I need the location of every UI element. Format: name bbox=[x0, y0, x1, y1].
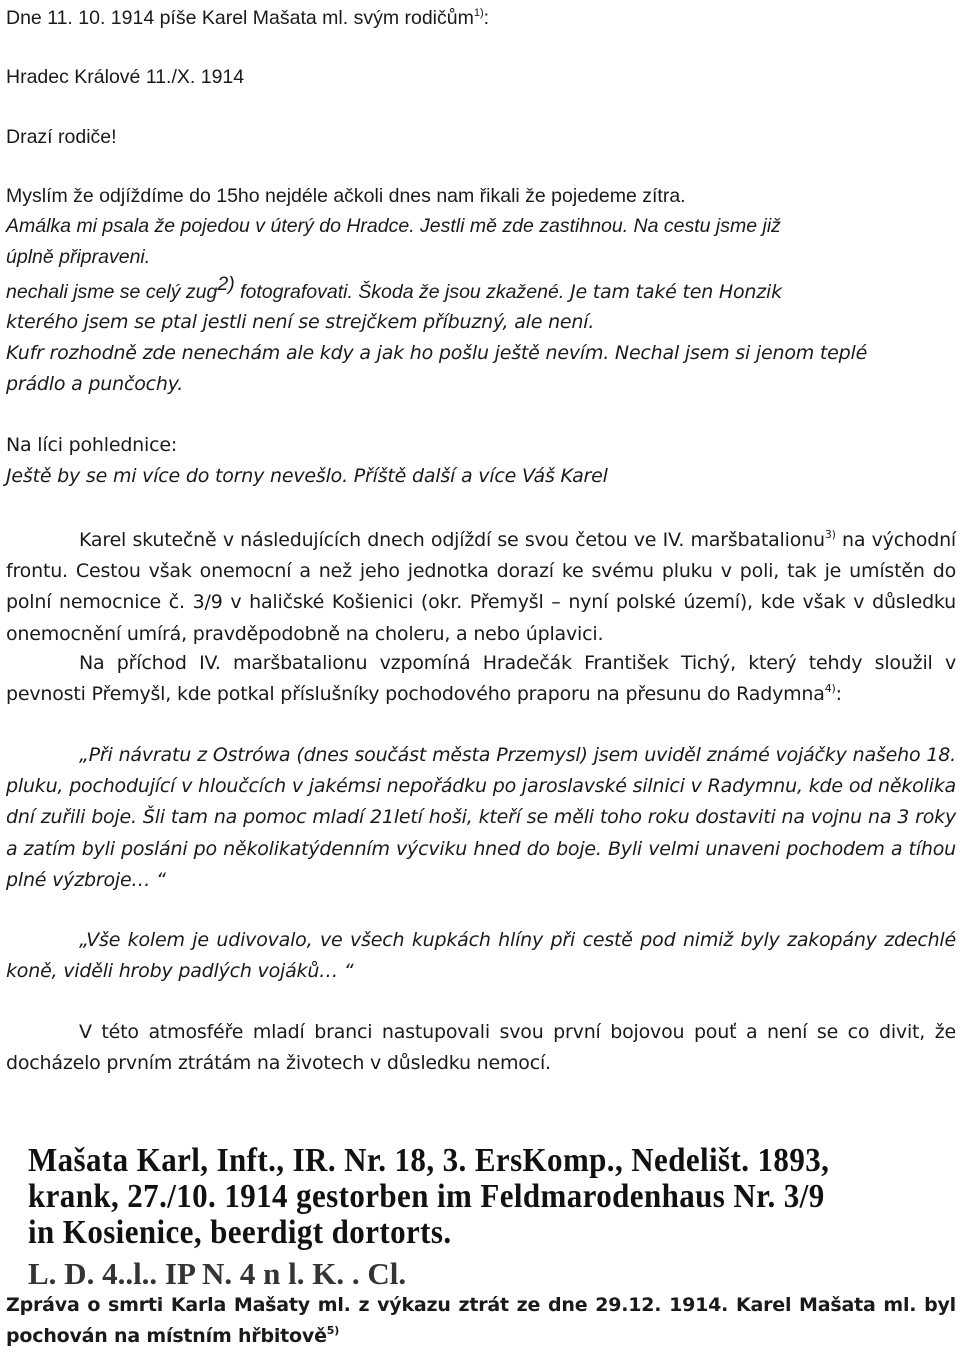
footnote-ref: 2) bbox=[217, 273, 235, 295]
postcard-front-text bbox=[6, 464, 608, 488]
clipping-caption bbox=[6, 1290, 956, 1352]
paragraph-text: V této atmosféře mladí branci nastupovali svou první bojovou pouť a není se co divit, že docházelo prvním ztrátám na životech v důsledku nemocí. bbox=[6, 1021, 956, 1075]
letter-place-date: Hradec Králové 11./X. 1914 bbox=[6, 66, 245, 88]
clipping-cut-line: L. D. 4..l.. IP N. 4 n l. K. . Cl. bbox=[28, 1256, 407, 1291]
intro-colon: : bbox=[483, 7, 490, 29]
letter-text: Je tam také ten Honzik bbox=[564, 281, 782, 303]
letter-line: Amálka mi psala že pojedou v úterý do Hradce. Jestli mě zde zastihnou. Na cestu jsme již bbox=[6, 215, 781, 237]
quote-text: „Vše kolem je udivovalo, ve všech kupkách hlíny při cestě pod nimiž byly zakopány zdechlé koně, viděli hroby padlých vojáků… “ bbox=[6, 929, 956, 983]
letter-line: prádlo a punčochy. bbox=[6, 373, 184, 395]
letter-line: úplně připraveni. bbox=[6, 246, 151, 268]
quote-paragraph bbox=[6, 740, 956, 896]
footnote-ref: 1) bbox=[473, 7, 484, 19]
paragraph-text: Karel skutečně v následujících dnech odjíždí se svou četou ve IV. maršbatalionu bbox=[79, 529, 825, 551]
caption-text: Zpráva o smrti Karla Mašaty ml. z výkazu ztrát ze dne 29.12. 1914. Karel Mašata ml. byl pochován na místním hřbitově bbox=[6, 1294, 956, 1347]
letter-line: Myslím že odjíždíme do 15ho nejdéle ačkoli dnes nam řikali že pojedeme zítra. bbox=[6, 185, 686, 207]
letter-signature: Příště další a více Váš Karel bbox=[347, 465, 608, 487]
footnote-ref: 5) bbox=[326, 1324, 340, 1337]
quote-paragraph bbox=[6, 925, 956, 987]
letter-line: Kufr rozhodně zde nenechám ale kdy a jak ho pošlu ještě nevím. Nechal jsem si jenom teplé bbox=[6, 342, 868, 364]
letter-salutation: Drazí rodiče! bbox=[6, 126, 117, 148]
intro-text: Dne 11. 10. 1914 píše Karel Mašata ml. svým rodičům bbox=[6, 7, 474, 29]
postcard-front-label: Na líci pohlednice: bbox=[6, 434, 178, 456]
clipping-line: Mašata Karl, Inft., IR. Nr. 18, 3. ErsKomp., Nedelišt. 1893, bbox=[28, 1140, 830, 1179]
intro-line bbox=[6, 6, 489, 30]
clipping-line: krank, 27./10. 1914 gestorben im Feldmarodenhaus Nr. 3/9 bbox=[28, 1176, 825, 1215]
footnote-ref: 3) bbox=[824, 528, 836, 541]
letter-text: Ještě by se mi více do torny nevešlo. bbox=[6, 465, 348, 487]
body-paragraph bbox=[6, 648, 956, 710]
paragraph-text: : bbox=[835, 683, 842, 706]
paragraph-text: na východní frontu. Cestou však onemocní a než jeho jednotka dorazí ke svému pluku v poli, tak je umístěn do polní nemocnice č. 3/9 v haličské Košienici (okr. Přemyšl – nyní polské území), kde však v důsledku onemocnění umírá, pravděpodobně na choleru, a nebo úplavici. bbox=[6, 529, 956, 645]
letter-text: nechali jsme se celý zug bbox=[6, 281, 218, 303]
letter-line bbox=[6, 273, 782, 306]
letter-text: fotografovati. Škoda že jsou zkažené. bbox=[234, 281, 565, 303]
footnote-ref: 4) bbox=[824, 682, 836, 696]
clipping-line: in Kosienice, beerdigt dortorts. bbox=[28, 1212, 452, 1251]
quote-text: „Při návratu z Ostrówa (dnes součást města Przemysl) jsem uviděl známé vojáčky našeho 18. pluku, pochodující v hloučcích v jakémsi nepořádku po jaroslavské silnici v Radymnu, kde od několika dní zuřili boje. Šli tam na pomoc mladí 21letí hoši, kteří se měli toho roku dostaviti na vojnu na 3 roky a zatím byli posláni po několikatýdenním výcviku hned do boje. Byli velmi unaveni pochodem a tíhou plné výzbroje… “ bbox=[6, 744, 956, 891]
body-paragraph bbox=[6, 525, 956, 650]
casualty-list-clipping bbox=[22, 1140, 952, 1291]
paragraph-text: Na příchod IV. maršbatalionu vzpomíná Hradečák František Tichý, který tehdy sloužil v pevnosti Přemyšl, kde potkal příslušníky pochodového praporu na přesunu do Radymna bbox=[6, 652, 956, 706]
letter-line: kterého jsem se ptal jestli není se strejčkem příbuzný, ale není. bbox=[6, 311, 595, 333]
body-paragraph bbox=[6, 1017, 956, 1079]
